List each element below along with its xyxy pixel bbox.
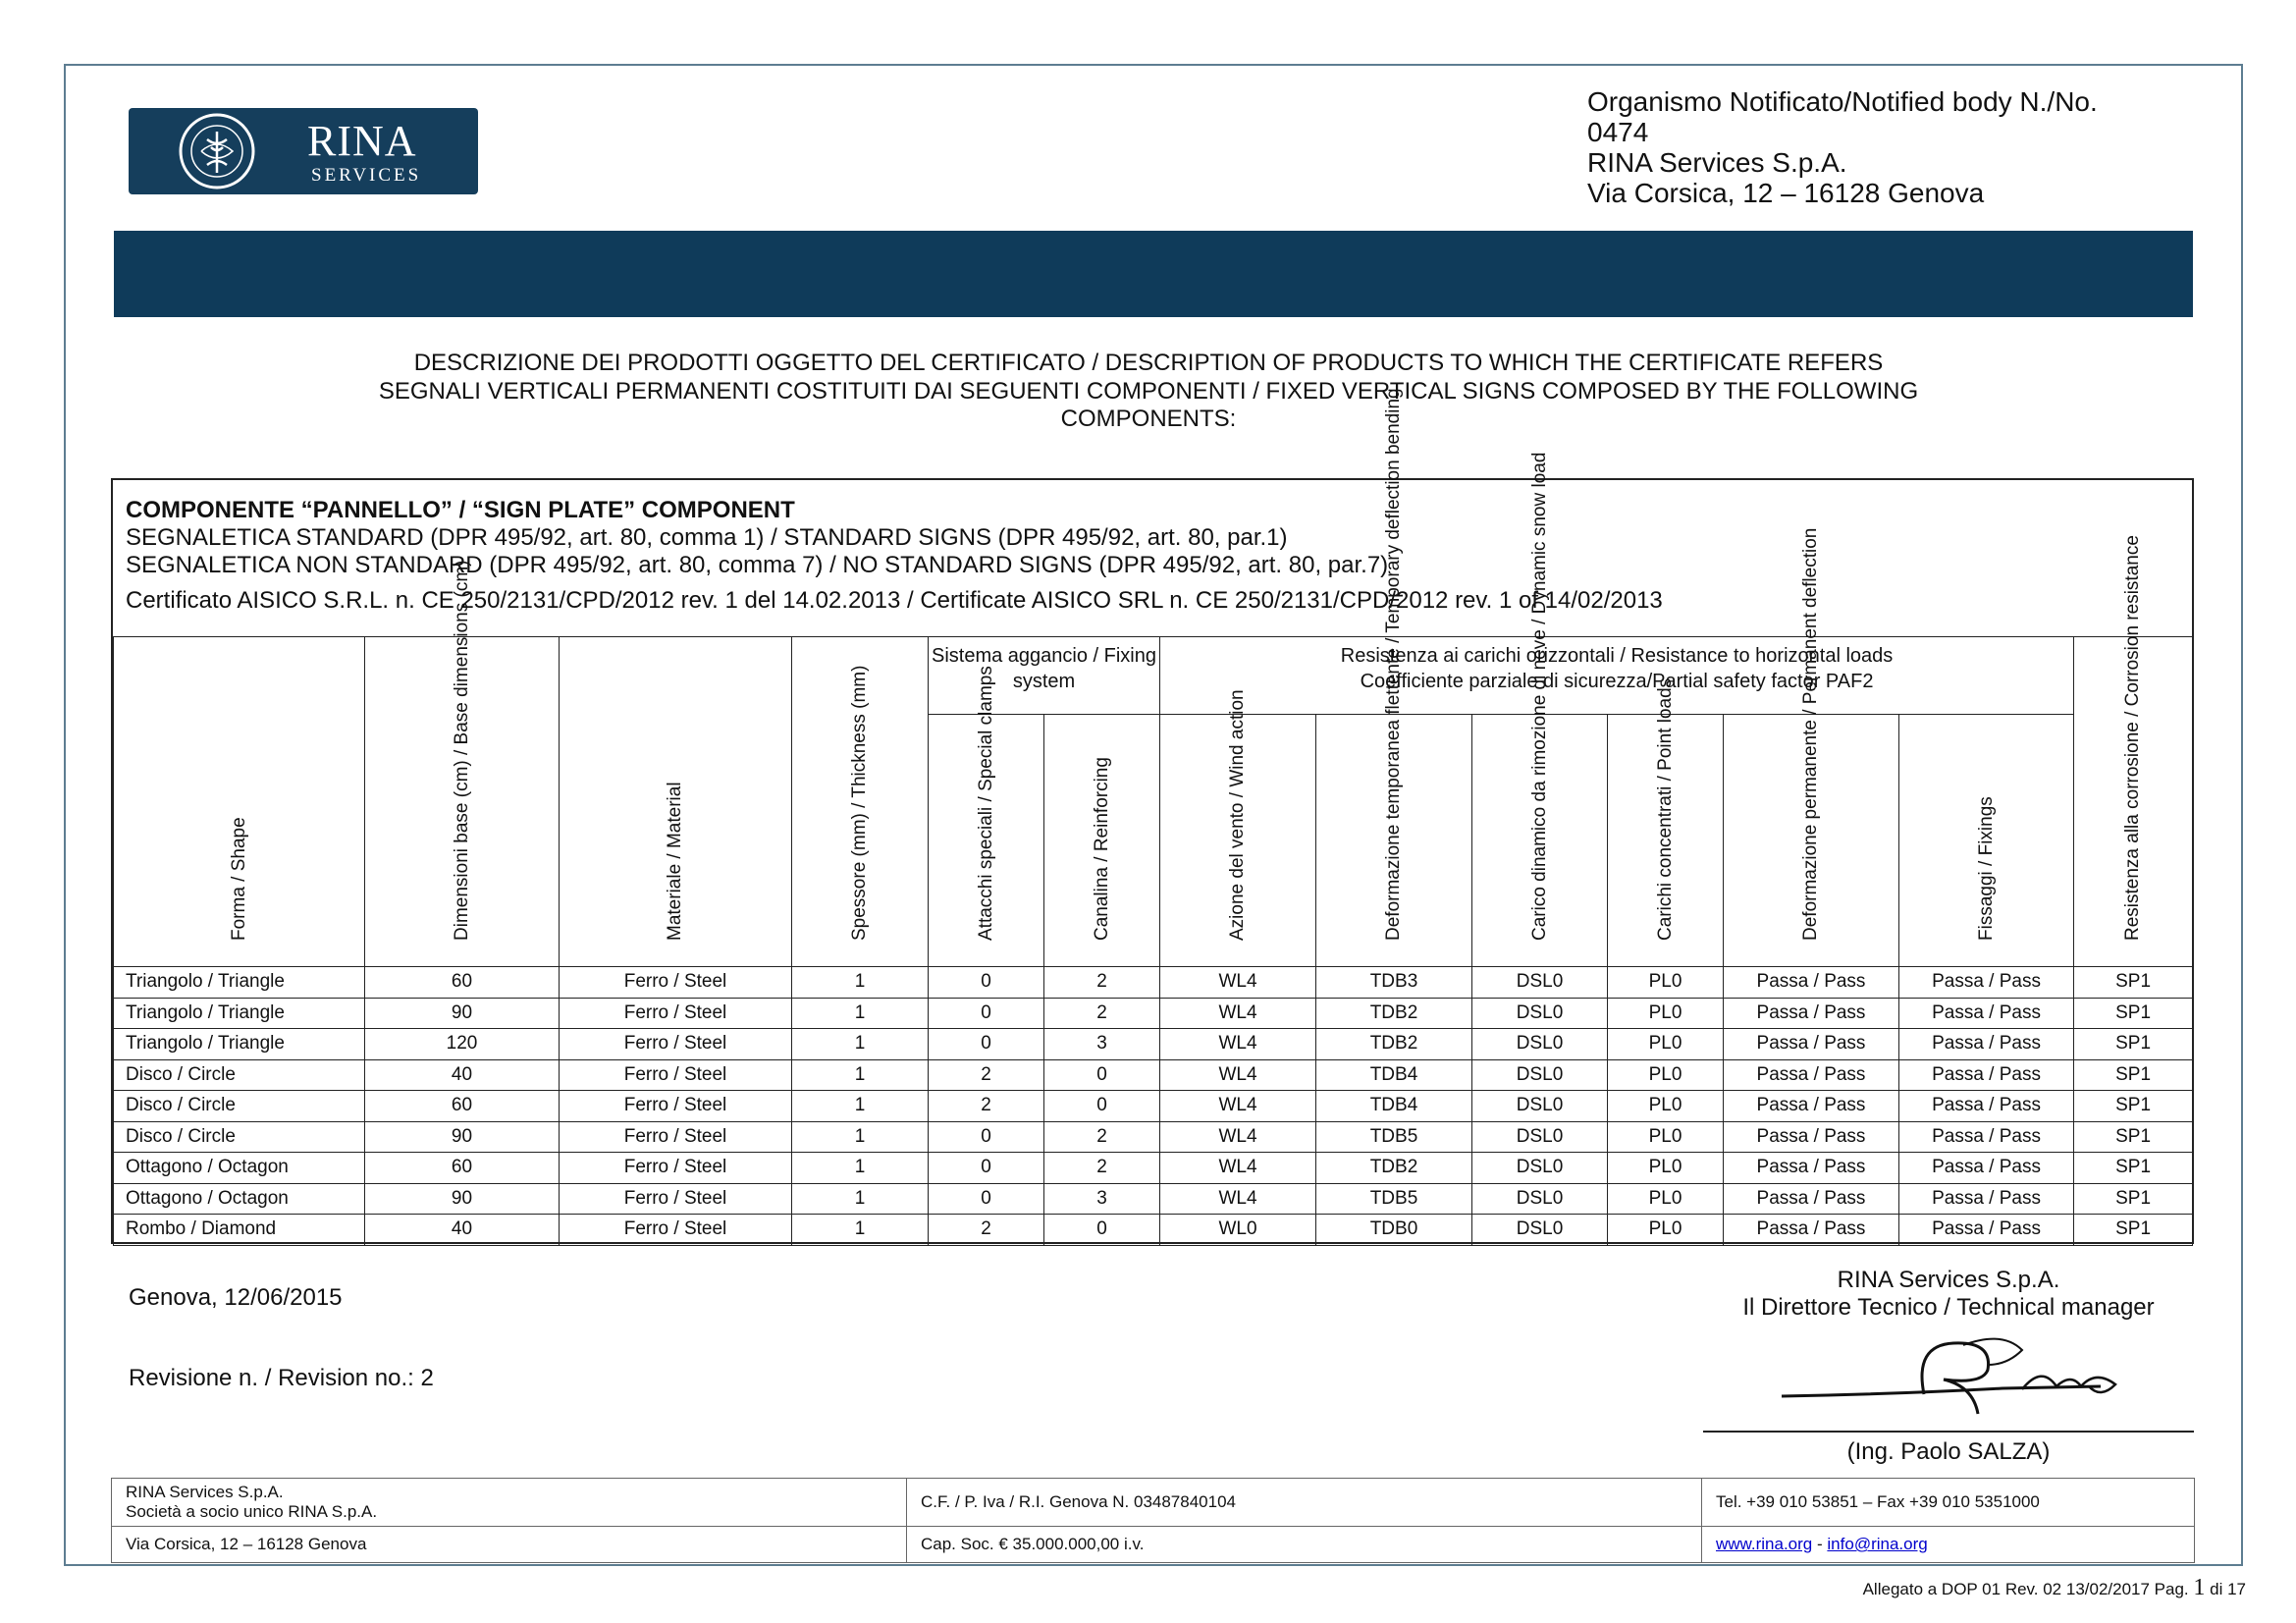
table-cell: 60 [365,967,560,999]
footer-links-cell [1702,1527,2195,1563]
table-cell: Disco / Circle [114,1121,365,1153]
table-cell: DSL0 [1472,1091,1608,1122]
table-row [114,1059,2193,1091]
table-cell: Rombo / Diamond [114,1215,365,1246]
table-row [114,1153,2193,1184]
col-header-point-loads: Carichi concentrati / Point loads [1608,715,1724,967]
table-cell: Passa / Pass [1724,998,1899,1029]
table-cell: DSL0 [1472,998,1608,1029]
table-cell: Passa / Pass [1724,1029,1899,1060]
table-cell: TDB3 [1316,967,1472,999]
table-row [114,967,2193,999]
table-cell: Ferro / Steel [560,1153,792,1184]
table-cell: Ferro / Steel [560,1183,792,1215]
table-cell: WL4 [1160,1121,1316,1153]
table-cell: 3 [1044,1183,1160,1215]
col-header-permanent-deflection: Deformazione permanente / Permanent deflection [1724,715,1899,967]
table-cell: Ferro / Steel [560,1091,792,1122]
table-cell: SP1 [2074,1029,2193,1060]
table-cell: WL4 [1160,998,1316,1029]
table-cell: Passa / Pass [1899,967,2074,999]
company-footer [111,1478,2195,1563]
table-cell: Passa / Pass [1724,1215,1899,1246]
table-cell: Disco / Circle [114,1059,365,1091]
table-cell: Triangolo / Triangle [114,967,365,999]
resistance-subtitle: Coefficiente parziale di sicurezza/Partial safety factor PAF2 [1360,671,1874,692]
col-header-special-clamps: Attacchi speciali / Special clamps [929,715,1044,967]
footer-phone-cell: Tel. +39 010 53851 – Fax +39 010 5351000 [1702,1479,2195,1527]
revision: Revisione n. / Revision no.: 2 [129,1365,434,1391]
logo-subtitle: SERVICES [311,165,422,186]
table-cell: Passa / Pass [1899,1153,2074,1184]
table-cell: 0 [929,1029,1044,1060]
table-cell: PL0 [1608,998,1724,1029]
website-link[interactable]: www.rina.org [1716,1535,1813,1553]
table-cell: Passa / Pass [1724,1183,1899,1215]
table-cell: Ferro / Steel [560,967,792,999]
table-cell: Passa / Pass [1899,998,2074,1029]
col-header-dimensions: Dimensioni base (cm) / Base dimensions (cm) [365,637,560,967]
table-cell: Ferro / Steel [560,1121,792,1153]
table-cell: 3 [1044,1029,1160,1060]
place-date: Genova, 12/06/2015 [129,1284,343,1311]
table-cell: Passa / Pass [1899,1215,2074,1246]
table-cell: 60 [365,1091,560,1122]
table-cell: 0 [929,967,1044,999]
table-cell: PL0 [1608,1091,1724,1122]
group-header-resistance [1160,637,2074,715]
table-cell: Passa / Pass [1724,1121,1899,1153]
notified-body-label: Organismo Notificato/Notified body N./No. [1587,86,2098,117]
table-cell: 1 [792,1059,929,1091]
table-cell: 2 [929,1059,1044,1091]
table-cell: 1 [792,1121,929,1153]
table-cell: 2 [1044,967,1160,999]
handwritten-signature [1777,1325,2140,1424]
page-info [1863,1575,2246,1601]
table-cell: SP1 [2074,1215,2193,1246]
table-cell: 1 [792,1029,929,1060]
table-cell: Passa / Pass [1899,1059,2074,1091]
signature-company: RINA Services S.p.A. [1837,1267,2060,1293]
description-line-2: SEGNALI VERTICALI PERMANENTI COSTITUITI DAI SEGUENTI COMPONENTI / FIXED VERTICAL SIGNS COMPOSED BY THE FOLLOWING COMPONENTS: [378,377,1919,432]
header-banner [114,231,2193,317]
table-cell: DSL0 [1472,1059,1608,1091]
table-cell: Triangolo / Triangle [114,998,365,1029]
page-total: di 17 [2210,1580,2246,1598]
col-header-fixings: Fissaggi / Fixings [1899,715,2074,967]
table-cell: 2 [929,1091,1044,1122]
table-cell: TDB4 [1316,1091,1472,1122]
table-cell: Ferro / Steel [560,1059,792,1091]
table-cell: PL0 [1608,1183,1724,1215]
table-cell: Passa / Pass [1899,1091,2074,1122]
table-cell: TDB2 [1316,998,1472,1029]
table-cell: 1 [792,1091,929,1122]
notified-body-block [1587,86,2216,212]
table-cell: 1 [792,998,929,1029]
table-cell: Triangolo / Triangle [114,1029,365,1060]
table-cell: 120 [365,1029,560,1060]
col-header-thickness: Spessore (mm) / Thickness (mm) [792,637,929,967]
table-cell: 60 [365,1153,560,1184]
table-cell: SP1 [2074,998,2193,1029]
table-cell: PL0 [1608,1121,1724,1153]
table-cell: 40 [365,1215,560,1246]
table-row [114,1091,2193,1122]
table-cell: TDB4 [1316,1059,1472,1091]
table-cell: 0 [1044,1215,1160,1246]
footer-company-owner: Società a socio unico RINA S.p.A. [126,1502,378,1521]
table-cell: SP1 [2074,1121,2193,1153]
table-cell: WL4 [1160,1029,1316,1060]
rina-logo [129,108,478,194]
table-cell: 1 [792,1183,929,1215]
company-name: RINA Services S.p.A. [1587,147,1847,178]
table-cell: SP1 [2074,1059,2193,1091]
table-cell: 1 [792,967,929,999]
certificate-reference: Certificato AISICO S.R.L. n. CE 250/2131/CPD/2012 rev. 1 del 14.02.2013 / Certificate AISICO SRL n. CE 250/2131/CPD/2012 rev. 1 of 14/02/2013 [126,587,1663,614]
table-cell: 1 [792,1215,929,1246]
notified-body-number: 0474 [1587,117,1649,147]
footer-capital-cell: Cap. Soc. € 35.000.000,00 i.v. [907,1527,1702,1563]
table-cell: PL0 [1608,1153,1724,1184]
table-cell: SP1 [2074,1091,2193,1122]
table-cell: PL0 [1608,1059,1724,1091]
table-cell: 90 [365,1183,560,1215]
table-cell: 2 [1044,1153,1160,1184]
col-header-corrosion: Resistenza alla corrosione / Corrosion resistance [2074,637,2193,967]
table-cell: Ferro / Steel [560,1215,792,1246]
table-cell: PL0 [1608,1215,1724,1246]
footer-company-cell [112,1479,907,1527]
logo-word: RINA [307,117,417,165]
table-cell: WL4 [1160,1183,1316,1215]
table-cell: Passa / Pass [1899,1029,2074,1060]
table-cell: 2 [1044,998,1160,1029]
footer-company-name: RINA Services S.p.A. [126,1483,284,1501]
table-cell: DSL0 [1472,1183,1608,1215]
group-header-fixing: Sistema aggancio / Fixing system [929,637,1160,715]
table-cell: Passa / Pass [1899,1183,2074,1215]
product-description [294,350,2002,434]
email-link[interactable]: info@rina.org [1827,1535,1928,1553]
table-cell: Ottagono / Octagon [114,1183,365,1215]
table-cell: 40 [365,1059,560,1091]
component-title: COMPONENTE “PANNELLO” / “SIGN PLATE” COMPONENT [126,497,795,523]
table-cell: WL4 [1160,1059,1316,1091]
signature-line [1703,1431,2194,1433]
company-address: Via Corsica, 12 – 16128 Genova [1587,178,1985,208]
table-cell: WL4 [1160,1153,1316,1184]
table-cell: TDB2 [1316,1029,1472,1060]
signature-role: Il Direttore Tecnico / Technical manager [1742,1294,2155,1321]
table-cell: Passa / Pass [1724,967,1899,999]
col-header-wind: Azione del vento / Wind action [1160,715,1316,967]
table-cell: Passa / Pass [1724,1091,1899,1122]
col-header-reinforcing: Canalina / Reinforcing [1044,715,1160,967]
table-cell: 0 [929,1183,1044,1215]
col-header-temp-deflection: Deformazione temporanea flettente / Temporary deflection bending [1316,715,1472,967]
table-cell: SP1 [2074,967,2193,999]
table-cell: 2 [929,1215,1044,1246]
page-number: 1 [2193,1575,2206,1600]
table-cell: 1 [792,1153,929,1184]
table-cell: DSL0 [1472,1121,1608,1153]
table-cell: Ferro / Steel [560,1029,792,1060]
table-row [114,1183,2193,1215]
table-cell: TDB5 [1316,1121,1472,1153]
table-row [114,1121,2193,1153]
table-cell: 2 [1044,1121,1160,1153]
table-cell: 0 [929,1153,1044,1184]
rina-seal-icon [129,108,305,194]
table-cell: Ferro / Steel [560,998,792,1029]
page-prefix: Allegato a DOP 01 Rev. 02 13/02/2017 Pag. [1862,1580,2189,1598]
signature-name: (Ing. Paolo SALZA) [1846,1438,2051,1465]
description-line-1: DESCRIZIONE DEI PRODOTTI OGGETTO DEL CERTIFICATO / DESCRIPTION OF PRODUCTS TO WHICH THE CERTIFICATE REFERS [413,350,1884,376]
footer-address-cell: Via Corsica, 12 – 16128 Genova [112,1527,907,1563]
standard-signs: SEGNALETICA STANDARD (DPR 495/92, art. 80, comma 1) / STANDARD SIGNS (DPR 495/92, art. 80, par.1) [126,524,1288,551]
table-cell: WL4 [1160,967,1316,999]
non-standard-signs: SEGNALETICA NON STANDARD (DPR 495/92, art. 80, comma 7) / NO STANDARD SIGNS (DPR 495/92, art. 80, par.7) [126,552,1389,578]
table-cell: WL4 [1160,1091,1316,1122]
resistance-title: Resistenza ai carichi orizzontali / Resistance to horizontal loads [1340,645,1894,667]
table-row [114,1029,2193,1060]
table-cell: 0 [929,998,1044,1029]
table-cell: WL0 [1160,1215,1316,1246]
col-header-material: Materiale / Material [560,637,792,967]
col-header-shape: Forma / Shape [114,637,365,967]
table-cell: DSL0 [1472,967,1608,999]
table-row [114,998,2193,1029]
table-cell: DSL0 [1472,1153,1608,1184]
footer-tax-cell: C.F. / P. Iva / R.I. Genova N. 03487840104 [907,1479,1702,1527]
table-cell: SP1 [2074,1183,2193,1215]
link-separator: - [1817,1535,1823,1553]
table-cell: Passa / Pass [1724,1153,1899,1184]
table-cell: 0 [1044,1059,1160,1091]
table-row [114,1215,2193,1246]
table-cell: DSL0 [1472,1029,1608,1060]
table-cell: TDB2 [1316,1153,1472,1184]
table-cell: TDB5 [1316,1183,1472,1215]
table-cell: Ottagono / Octagon [114,1153,365,1184]
table-cell: PL0 [1608,1029,1724,1060]
table-cell: Disco / Circle [114,1091,365,1122]
table-cell: Passa / Pass [1899,1121,2074,1153]
table-cell: DSL0 [1472,1215,1608,1246]
table-cell: SP1 [2074,1153,2193,1184]
table-cell: 0 [929,1121,1044,1153]
table-cell: 90 [365,1121,560,1153]
table-cell: PL0 [1608,967,1724,999]
table-cell: 0 [1044,1091,1160,1122]
signature-block [1703,1267,2194,1322]
col-header-snow-load: Carico dinamico da rimozione di neve / Dynamic snow load [1472,715,1608,967]
table-cell: TDB0 [1316,1215,1472,1246]
table-cell: Passa / Pass [1724,1059,1899,1091]
table-cell: 90 [365,998,560,1029]
